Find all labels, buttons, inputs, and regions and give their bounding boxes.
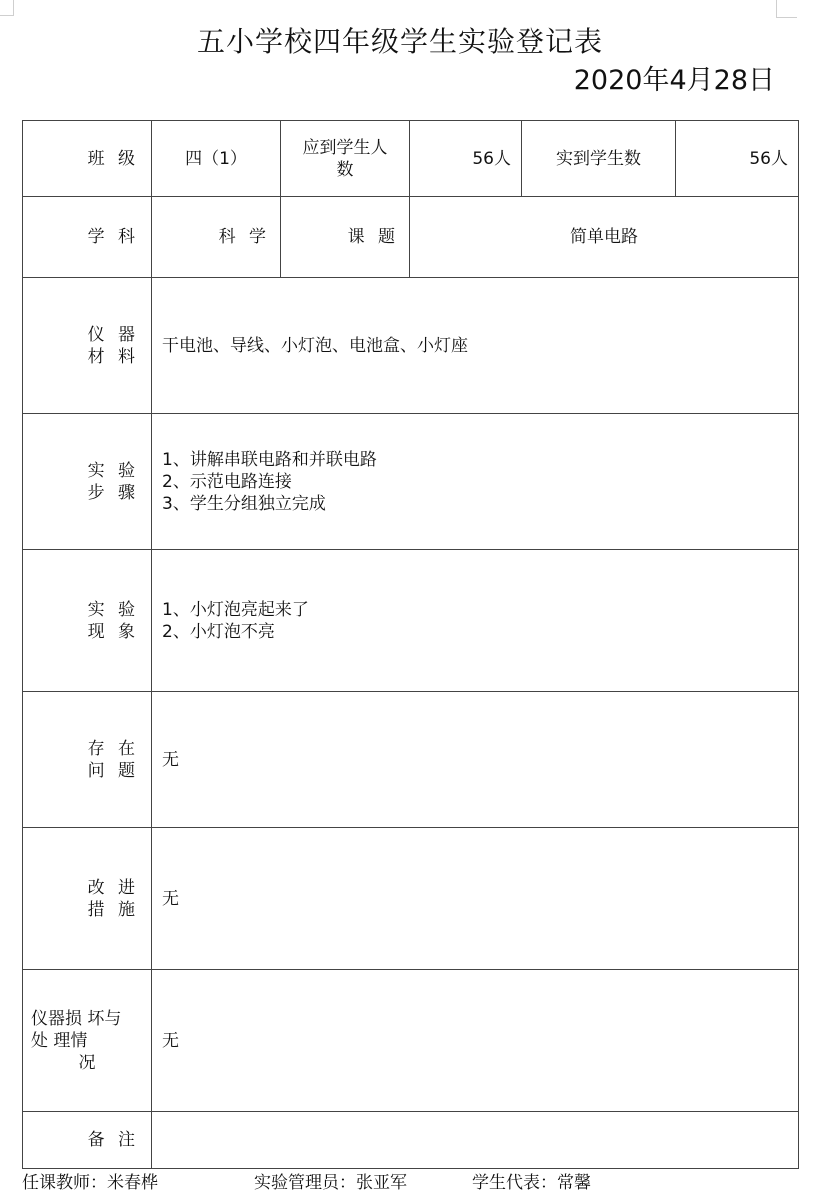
damage-value-cell <box>152 970 799 1112</box>
steps-label-cell <box>23 414 152 550</box>
topic-label-cell <box>281 197 410 278</box>
improvements-label-cell <box>23 828 152 970</box>
steps-label-line2: 步 骤 <box>87 482 139 503</box>
step-item: 2、示范电路连接 <box>162 471 292 492</box>
step-item: 3、学生分组独立完成 <box>162 493 326 514</box>
row-remarks <box>23 1112 799 1169</box>
actual-students-value-cell <box>676 121 799 197</box>
row-steps <box>23 414 799 550</box>
improvements-label-line1: 改 进 <box>87 877 139 898</box>
damage-label-line1: 仪器损 坏与 <box>31 1008 122 1029</box>
problems-label-line1: 存 在 <box>87 738 139 759</box>
subject-value: 科 学 <box>218 227 270 247</box>
steps-label-line1: 实 验 <box>87 460 139 481</box>
row-phenomena <box>23 550 799 692</box>
expected-students-label-line1: 应到学生人 <box>302 137 388 158</box>
problems-value-cell <box>152 692 799 828</box>
problems-label-cell <box>23 692 152 828</box>
equipment-label-line2: 材 料 <box>87 346 139 367</box>
lab-admin-signature: 实验管理员：张亚军 <box>254 1173 407 1193</box>
topic-label: 课 题 <box>347 227 399 247</box>
remarks-label-cell <box>23 1112 152 1169</box>
student-rep-signature: 学生代表：常馨 <box>472 1173 591 1193</box>
class-value-cell <box>152 121 281 197</box>
crop-mark-top-left <box>0 0 14 16</box>
equipment-label-line1: 仪 器 <box>87 324 139 345</box>
crop-mark-top-right <box>776 0 797 18</box>
expected-students-label-cell <box>281 121 410 197</box>
improvements-value: 无 <box>162 888 179 909</box>
phenomena-label-cell <box>23 550 152 692</box>
phenomena-value-cell <box>152 550 799 692</box>
damage-label-cell <box>23 970 152 1112</box>
equipment-value-cell <box>152 278 799 414</box>
record-date: 2020年4月28日 <box>573 65 775 96</box>
class-value: 四（1） <box>185 148 247 169</box>
steps-value-cell <box>152 414 799 550</box>
problems-label-line2: 问 题 <box>87 760 139 781</box>
topic-value: 简单电路 <box>570 227 638 247</box>
phenomena-label-line1: 实 验 <box>87 599 139 620</box>
row-subject-topic <box>23 197 799 278</box>
expected-students-label-line2: 数 <box>336 159 354 180</box>
damage-label-line2: 处 理情 <box>31 1030 88 1051</box>
class-label: 班 级 <box>87 148 139 169</box>
phenomenon-item: 1、小灯泡亮起来了 <box>162 599 309 620</box>
topic-value-cell <box>410 197 799 278</box>
phenomenon-item: 2、小灯泡不亮 <box>162 621 275 642</box>
actual-students-label-cell <box>522 121 676 197</box>
expected-students-value-cell <box>410 121 522 197</box>
actual-students-label: 实到学生数 <box>556 148 641 169</box>
class-label-cell <box>23 121 152 197</box>
equipment-value: 干电池、导线、小灯泡、电池盒、小灯座 <box>162 335 468 356</box>
row-damage <box>23 970 799 1112</box>
teacher-signature: 任课教师：米春桦 <box>22 1173 158 1193</box>
equipment-label-cell <box>23 278 152 414</box>
problems-value: 无 <box>162 749 179 770</box>
experiment-record-table <box>22 120 799 1169</box>
subject-label: 学 科 <box>87 227 139 247</box>
subject-value-cell <box>152 197 281 278</box>
signature-footer <box>22 1168 591 1193</box>
remarks-label: 备 注 <box>87 1130 139 1150</box>
step-item: 1、讲解串联电路和并联电路 <box>162 449 377 470</box>
row-class-info <box>23 121 799 197</box>
damage-value: 无 <box>162 1030 179 1051</box>
damage-label-line3: 况 <box>78 1052 96 1073</box>
row-improvements <box>23 828 799 970</box>
row-problems <box>23 692 799 828</box>
remarks-value-cell <box>152 1112 799 1169</box>
page-title: 五小学校四年级学生实验登记表 <box>196 25 603 58</box>
improvements-value-cell <box>152 828 799 970</box>
subject-label-cell <box>23 197 152 278</box>
improvements-label-line2: 措 施 <box>87 899 139 920</box>
row-equipment <box>23 278 799 414</box>
phenomena-label-line2: 现 象 <box>87 621 139 642</box>
actual-students-value: 56人 <box>749 148 788 169</box>
expected-students-value: 56人 <box>472 148 511 169</box>
